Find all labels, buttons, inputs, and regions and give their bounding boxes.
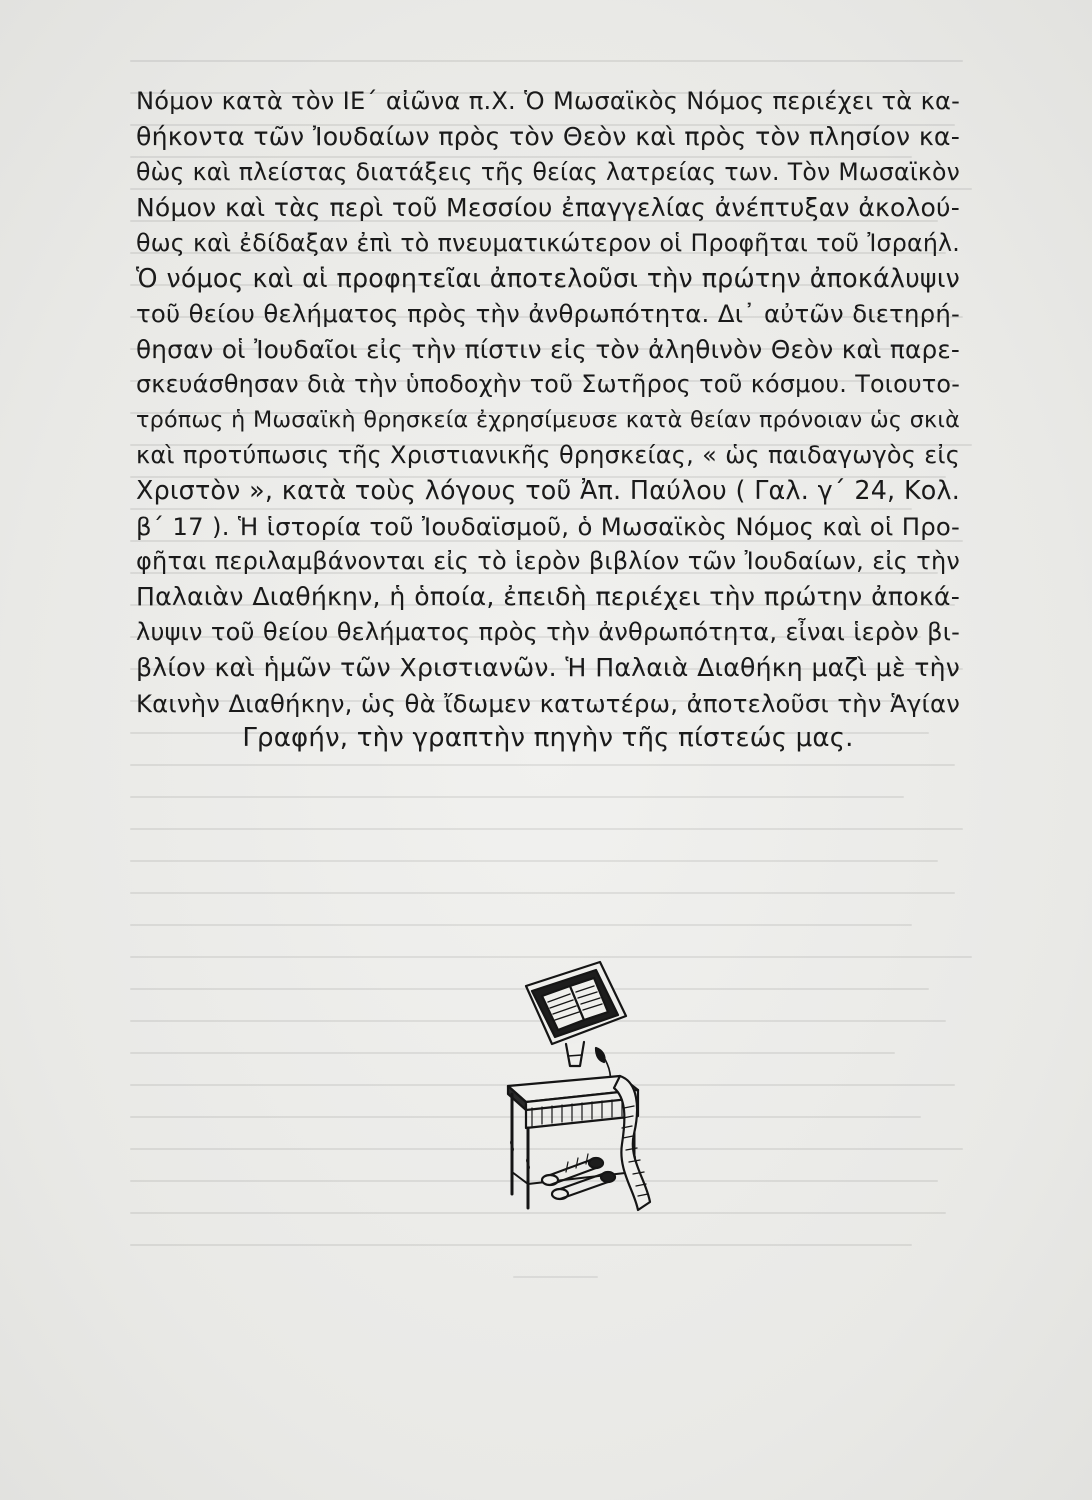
lectern-with-open-book-and-scrolls-icon <box>488 958 658 1220</box>
text-line: Χριστὸν », κατὰ τοὺς λόγους τοῦ Ἀπ. Παύλου ( Γαλ. γ΄ 24, Κολ. <box>136 475 960 506</box>
text-line: Νόμον κατὰ τὸν ΙΕ΄ αἰῶνα π.Χ. Ὁ Μωσαϊκὸς Νόμος περιέχει τὰ κα- <box>136 87 960 115</box>
text-line: β΄ 17 ). Ἡ ἱστορία τοῦ Ἰουδαϊσμοῦ, ὁ Μωσαϊκὸς Νόμος καὶ οἱ Προ- <box>136 511 960 541</box>
text-line: λυψιν τοῦ θείου θελήματος πρὸς τὴν ἀνθρωπότητα, εἶναι ἱερὸν βι- <box>136 617 960 646</box>
text-line: καὶ προτύπωσις τῆς Χριστιανικῆς θρησκείας, « ὡς παιδαγωγὸς εἰς <box>136 440 960 469</box>
text-line: σκευάσθησαν διὰ τὴν ὑποδοχὴν τοῦ Σωτῆρος τοῦ κόσμου. Τοιουτο- <box>136 370 960 399</box>
text-line: Καινὴν Διαθήκην, ὡς θὰ ἴδωμεν κατωτέρω, ἀποτελοῦσι τὴν Ἁγίαν <box>136 688 960 718</box>
text-line: τρόπως ἡ Μωσαϊκὴ θρησκεία ἐχρησίμευσε κατὰ θείαν πρόνοιαν ὡς σκιὰ <box>136 406 960 433</box>
text-line: θὼς καὶ πλείστας διατάξεις τῆς θείας λατρείας των. Τὸν Μωσαϊκὸν <box>136 157 960 186</box>
text-line: Παλαιὰν Διαθήκην, ἡ ὁποία, ἐπειδὴ περιέχει τὴν πρώτην ἀποκά- <box>136 582 960 612</box>
text-line: βλίον καὶ ἡμῶν τῶν Χριστιανῶν. Ἡ Παλαιὰ Διαθήκη μαζὶ μὲ τὴν <box>136 653 960 683</box>
body-text <box>136 84 960 756</box>
text-line: φῆται περιλαμβάνονται εἰς τὸ ἱερὸν βιβλίον τῶν Ἰουδαίων, εἰς τὴν <box>136 547 960 576</box>
text-line-last: Γραφήν, τὴν γραπτὴν πηγὴν τῆς πίστεώς μας. <box>242 723 854 754</box>
text-line: θως καὶ ἐδίδαξαν ἐπὶ τὸ πνευματικώτερον οἱ Προφῆται τοῦ Ἰσραήλ. <box>136 228 960 257</box>
text-line: τοῦ θείου θελήματος πρὸς τὴν ἀνθρωπότητα. Δι᾽ αὐτῶν διετηρή- <box>136 299 960 329</box>
text-line: θήκοντα τῶν Ἰουδαίων πρὸς τὸν Θεὸν καὶ πρὸς τὸν πλησίον κα- <box>136 122 960 152</box>
text-line: θησαν οἱ Ἰουδαῖοι εἰς τὴν πίστιν εἰς τὸν ἀληθινὸν Θεὸν καὶ παρε- <box>136 334 960 364</box>
text-line: Ὁ νόμος καὶ αἱ προφητεῖαι ἀποτελοῦσι τὴν πρώτην ἀποκάλυψιν <box>136 262 960 293</box>
text-line: Νόμον καὶ τὰς περὶ τοῦ Μεσσίου ἐπαγγελίας ἀνέπτυξαν ἀκολού- <box>136 193 960 223</box>
